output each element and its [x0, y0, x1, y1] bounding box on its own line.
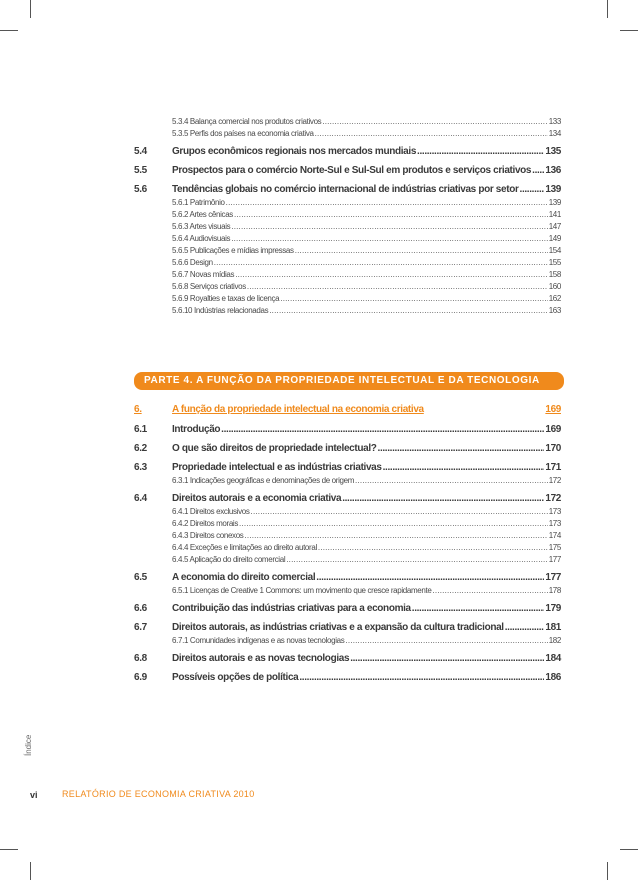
toc-entry-page: 181	[545, 622, 561, 633]
dot-leader	[280, 293, 547, 305]
dot-leader	[355, 475, 548, 487]
report-title: RELATÓRIO DE ECONOMIA CRIATIVA 2010	[62, 789, 255, 799]
dot-leader	[318, 542, 548, 554]
crop-mark	[30, 862, 31, 880]
dot-leader	[322, 116, 547, 128]
toc-entry-number: 6.7	[134, 622, 147, 633]
toc-entry-number: 6.8	[134, 653, 147, 664]
toc-entry[interactable]	[134, 422, 561, 437]
toc-entry-page: 170	[545, 443, 561, 454]
toc-entry-title: 5.3.4 Balança comercial nos produtos criativos	[172, 117, 322, 126]
toc-entry[interactable]	[172, 245, 561, 257]
crop-mark	[620, 849, 638, 850]
dot-leader	[235, 269, 548, 281]
crop-mark	[0, 849, 18, 850]
crop-mark	[0, 30, 18, 31]
toc-entry[interactable]	[134, 570, 561, 585]
toc-entry-page: 147	[548, 222, 561, 231]
toc-entry-number: 6.	[134, 404, 142, 415]
dot-leader	[234, 209, 548, 221]
toc-entry-title: 5.6.10 Indústrias relacionadas	[172, 306, 269, 315]
toc-entry[interactable]	[172, 635, 561, 647]
toc-entry-title: 5.6.9 Royalties e taxas de licença	[172, 294, 280, 303]
toc-entry[interactable]	[172, 518, 561, 530]
toc-entry-page: 139	[548, 198, 561, 207]
toc-entry[interactable]	[172, 281, 561, 293]
toc-entry-title: Direitos autorais e a economia criativa	[172, 493, 342, 504]
toc-entry-number: 5.6	[134, 184, 147, 195]
crop-mark	[30, 0, 31, 18]
toc-entry[interactable]	[134, 402, 561, 418]
toc-entry-title: Tendências globais no comércio internacional de indústrias criativas por setor	[172, 184, 519, 195]
dot-leader	[432, 585, 547, 597]
toc-entry-title: 5.6.7 Novas mídias	[172, 270, 235, 279]
toc-entry-number: 6.5	[134, 572, 147, 583]
toc-entry-title: 5.6.4 Audiovisuais	[172, 234, 231, 243]
dot-leader	[244, 530, 547, 542]
dot-leader	[378, 441, 545, 456]
toc-entry-number: 5.4	[134, 146, 147, 157]
toc-entry-page: 182	[548, 636, 561, 645]
dot-leader	[383, 460, 545, 475]
toc-entry-title: 5.6.1 Patrimônio	[172, 198, 225, 207]
toc-entry-page: 162	[548, 294, 561, 303]
toc-entry-title: 5.6.2 Artes cênicas	[172, 210, 233, 219]
toc-entry-page: 160	[548, 282, 561, 291]
toc-entry-title: 6.7.1 Comunidades indígenas e as novas tecnologias	[172, 636, 345, 645]
toc-entry[interactable]	[172, 221, 561, 233]
toc-entry-number: 6.9	[134, 672, 147, 683]
toc-entry-title: 6.5.1 Licenças de Creative 1 Commons: um movimento que cresce rapidamente	[172, 586, 432, 595]
toc-entry-title: 5.6.5 Publicações e mídias impressas	[172, 246, 294, 255]
toc-entry[interactable]	[134, 491, 561, 506]
toc-entry-title: Direitos autorais, as indústrias criativas e a expansão da cultura tradicional	[172, 622, 504, 633]
toc-entry-page: 155	[548, 258, 561, 267]
toc-entry[interactable]	[134, 460, 561, 475]
toc-entry-number: 6.2	[134, 443, 147, 454]
toc-entry-title: 6.3.1 Indicações geográficas e denominações de origem	[172, 476, 355, 485]
dot-leader	[226, 197, 548, 209]
toc-entry[interactable]	[172, 257, 561, 269]
toc-entry[interactable]	[172, 128, 561, 140]
toc-entry-title: Contribuição das indústrias criativas para a economia	[172, 603, 411, 614]
toc-entry-page: 136	[545, 165, 561, 176]
toc-entry[interactable]	[172, 554, 561, 566]
toc-entry-title: Propriedade intelectual e as indústrias criativas	[172, 462, 382, 473]
toc-entry-page: 175	[548, 543, 561, 552]
toc-entry[interactable]	[134, 182, 561, 197]
toc-entry[interactable]	[172, 506, 561, 518]
toc-entry-page: 186	[545, 672, 561, 683]
toc-entry-page: 184	[545, 653, 561, 664]
dot-leader	[505, 620, 545, 635]
toc-entry-title: A economia do direito comercial	[172, 572, 316, 583]
toc-entry[interactable]	[134, 144, 561, 159]
toc-entry-page: 173	[548, 507, 561, 516]
toc-entry[interactable]	[134, 601, 561, 616]
toc-entry[interactable]	[134, 670, 561, 685]
toc-entry-title: 6.4.2 Direitos morais	[172, 519, 239, 528]
dot-leader	[231, 233, 547, 245]
toc-entry-page: 178	[548, 586, 561, 595]
toc-entry-title: 5.6.6 Design	[172, 258, 213, 267]
dot-leader	[345, 635, 547, 647]
dot-leader	[315, 128, 548, 140]
dot-leader	[316, 570, 544, 585]
toc-entry[interactable]	[172, 293, 561, 305]
toc-entry[interactable]	[134, 620, 561, 635]
toc-entry[interactable]	[172, 305, 561, 317]
toc-entry-title: 5.6.3 Artes visuais	[172, 222, 231, 231]
toc-entry-title: 5.3.5 Perfis dos países na economia criativa	[172, 129, 314, 138]
toc-entry-title: 6.4.5 Aplicação do direito comercial	[172, 555, 286, 564]
dot-leader	[269, 305, 547, 317]
page-number: vi	[30, 790, 38, 800]
toc-entry-number: 6.1	[134, 424, 147, 435]
dot-leader	[412, 601, 545, 616]
toc-entry[interactable]	[172, 116, 561, 128]
dot-leader	[342, 491, 544, 506]
toc-entry-title: 5.6.8 Serviços criativos	[172, 282, 246, 291]
toc-entry-title: 6.4.1 Direitos exclusivos	[172, 507, 250, 516]
toc-entry-title: Grupos econômicos regionais nos mercados mundiais	[172, 146, 417, 157]
dot-leader	[295, 245, 548, 257]
toc-entry-number: 6.3	[134, 462, 147, 473]
table-of-contents-part-b	[134, 384, 561, 685]
toc-entry-page: 163	[548, 306, 561, 315]
dot-leader	[286, 554, 547, 566]
toc-entry[interactable]	[172, 530, 561, 542]
toc-entry-page: 135	[545, 146, 561, 157]
toc-entry-title: Direitos autorais e as novas tecnologias	[172, 653, 350, 664]
toc-entry-title: Possíveis opções de política	[172, 672, 299, 683]
toc-entry[interactable]	[172, 542, 561, 554]
toc-entry[interactable]	[172, 209, 561, 221]
toc-entry-page: 179	[545, 603, 561, 614]
toc-entry-page: 149	[548, 234, 561, 243]
toc-entry[interactable]	[172, 585, 561, 597]
toc-entry-page: 169	[545, 404, 561, 415]
toc-entry-page: 172	[545, 493, 561, 504]
table-of-contents-part-a	[134, 116, 561, 317]
toc-entry-number: 6.4	[134, 493, 147, 504]
toc-entry-page: 177	[548, 555, 561, 564]
toc-entry-page: 154	[548, 246, 561, 255]
toc-entry-page: 141	[548, 210, 561, 219]
part-banner: PARTE 4. A FUNÇÃO DA PROPRIEDADE INTELECTUAL E DA TECNOLOGIA	[134, 372, 564, 390]
toc-entry[interactable]	[134, 651, 561, 666]
crop-mark	[607, 862, 608, 880]
toc-entry-title: Prospectos para o comércio Norte-Sul e Sul-Sul em produtos e serviços criativos	[172, 165, 532, 176]
toc-entry-page: 139	[545, 184, 561, 195]
dot-leader	[221, 422, 544, 437]
dot-leader	[239, 518, 548, 530]
toc-entry-page: 172	[548, 476, 561, 485]
toc-entry-page: 158	[548, 270, 561, 279]
toc-entry-number: 5.5	[134, 165, 147, 176]
toc-entry-page: 174	[548, 531, 561, 540]
dot-leader	[520, 182, 545, 197]
toc-entry-title: A função da propriedade intelectual na economia criativa	[172, 404, 424, 415]
toc-entry[interactable]	[172, 475, 561, 487]
toc-entry[interactable]	[134, 163, 561, 178]
toc-entry-page: 133	[548, 117, 561, 126]
toc-entry-page: 169	[545, 424, 561, 435]
dot-leader	[214, 257, 548, 269]
crop-mark	[607, 0, 608, 18]
dot-leader	[251, 506, 548, 518]
toc-entry-number: 6.6	[134, 603, 147, 614]
toc-entry-page: 134	[548, 129, 561, 138]
dot-leader	[417, 144, 544, 159]
toc-entry-page: 173	[548, 519, 561, 528]
side-label: Índice	[24, 734, 33, 756]
dot-leader	[247, 281, 548, 293]
dot-leader	[299, 670, 544, 685]
crop-mark	[620, 30, 638, 31]
toc-entry[interactable]	[172, 233, 561, 245]
toc-entry[interactable]	[172, 197, 561, 209]
toc-entry[interactable]	[134, 441, 561, 456]
dot-leader	[350, 651, 544, 666]
toc-entry-page: 171	[545, 462, 561, 473]
toc-entry-title: Introdução	[172, 424, 221, 435]
toc-entry[interactable]	[172, 269, 561, 281]
dot-leader	[532, 163, 544, 178]
dot-leader	[231, 221, 547, 233]
toc-entry-title: O que são direitos de propriedade intelectual?	[172, 443, 377, 454]
toc-entry-page: 177	[545, 572, 561, 583]
toc-entry-title: 6.4.4 Exceções e limitações ao direito autoral	[172, 543, 317, 552]
toc-entry-title: 6.4.3 Direitos conexos	[172, 531, 244, 540]
